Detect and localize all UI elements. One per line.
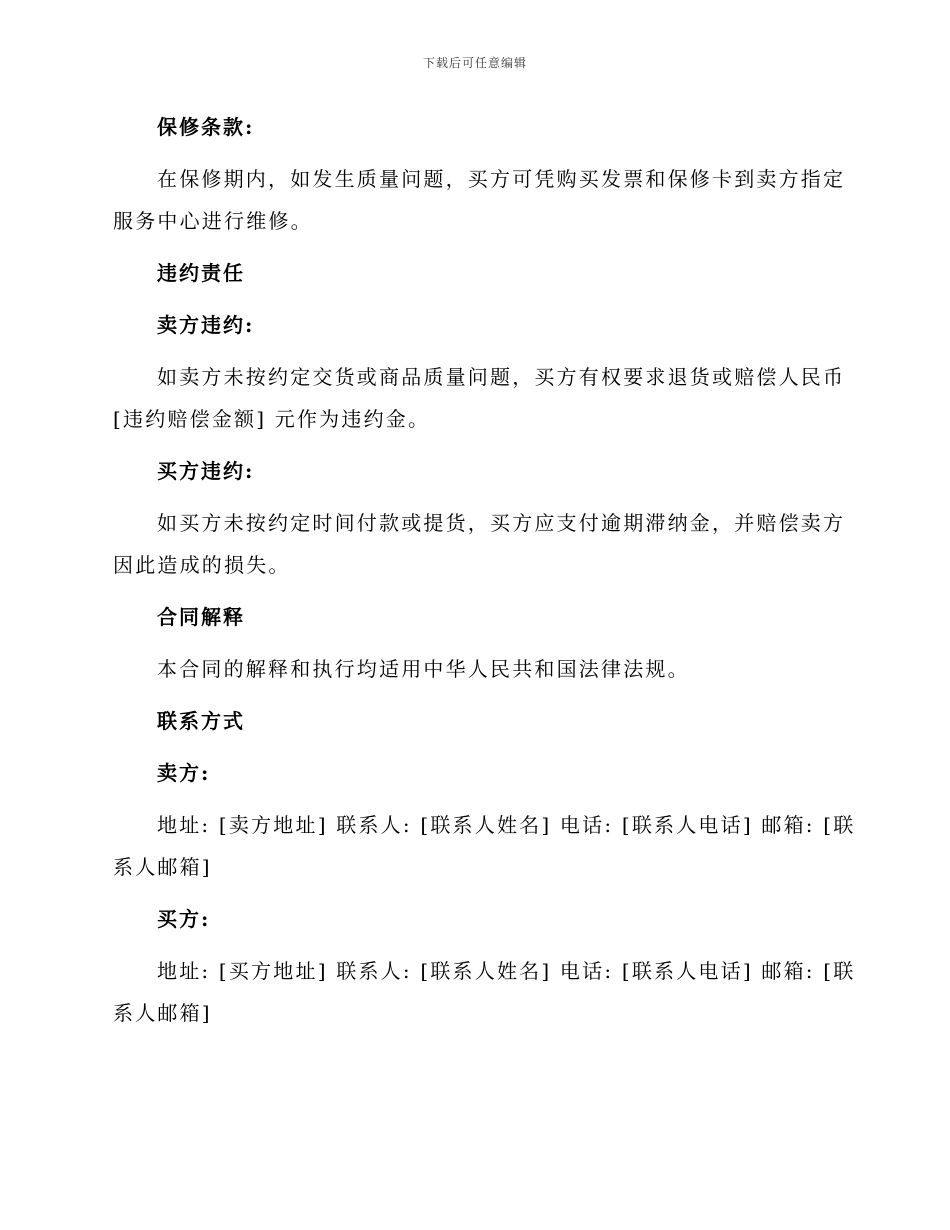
contact-heading: 联系方式 — [157, 709, 245, 733]
buyer-contact-line-2: 系人邮箱] — [113, 1001, 212, 1025]
seller-breach-heading: 卖方违约: — [157, 313, 255, 337]
interpretation-heading: 合同解释 — [157, 605, 245, 629]
buyer-contact-line-1: 地址: [买方地址] 联系人: [联系人姓名] 电话: [联系人电话] 邮箱: [联 — [157, 959, 856, 983]
interpretation-paragraph: 本合同的解释和执行均适用中华人民共和国法律法规。 — [157, 657, 690, 681]
seller-contact-line-2: 系人邮箱] — [113, 855, 212, 879]
buyer-breach-paragraph-line-2: 因此造成的损失。 — [113, 553, 291, 577]
warranty-paragraph-line-2: 服务中心进行维修。 — [113, 209, 313, 233]
buyer-breach-paragraph-line-1: 如买方未按约定时间付款或提货，买方应支付逾期滞纳金，并赔偿卖方 — [157, 511, 846, 535]
seller-breach-paragraph-line-1: 如卖方未按约定交货或商品质量问题，买方有权要求退货或赔偿人民币 — [157, 365, 846, 389]
buyer-contact-heading: 买方: — [157, 907, 211, 931]
seller-contact-heading: 卖方: — [157, 761, 211, 785]
seller-contact-line-1: 地址: [卖方地址] 联系人: [联系人姓名] 电话: [联系人电话] 邮箱: [联 — [157, 813, 856, 837]
seller-breach-paragraph-line-2: [违约赔偿金额] 元作为违约金。 — [113, 407, 431, 431]
buyer-breach-heading: 买方违约: — [157, 459, 255, 483]
warranty-paragraph-line-1: 在保修期内，如发生质量问题，买方可凭购买发票和保修卡到卖方指定 — [157, 167, 846, 191]
page-header: 下载后可任意编辑 — [422, 56, 527, 70]
warranty-heading: 保修条款: — [157, 115, 255, 139]
breach-heading: 违约责任 — [157, 261, 245, 285]
